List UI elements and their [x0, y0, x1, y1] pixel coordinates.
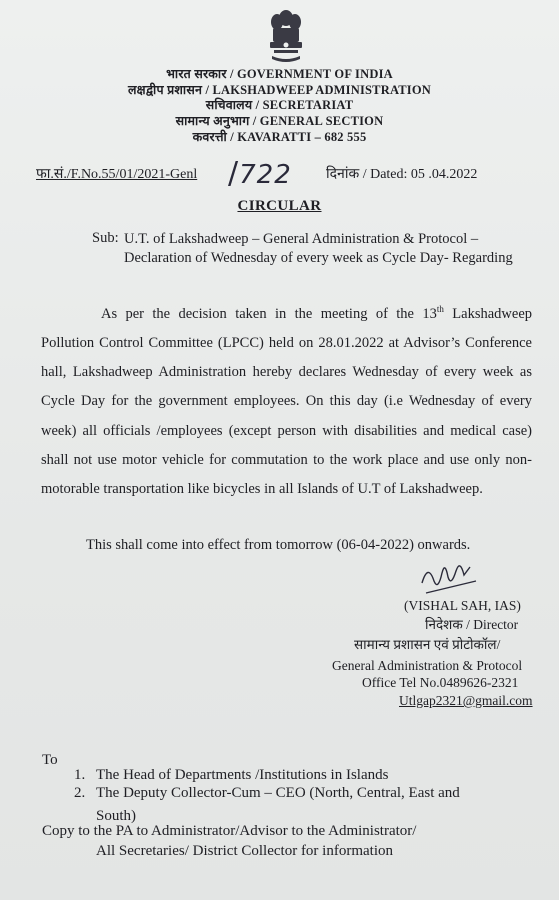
subject-label: Sub: [92, 230, 119, 246]
body-paragraph-1: As per the decision taken in the meeting of the 13th Lakshadweep Pollution Control Committee (LPCC) held on 28.01.2022 at Advisor’s Conference hall, Lakshadweep Administration hereby declares Wednesday of every week as Cycle Day for the government employees. On this day (i.e Wednesday of every week) all officials /employees (except person with disabilities and medical case) shall not use motor vehicle for commutation to the work place and use only non-motorable transportation like bicycles in all Islands of U.T of Lakshadweep. [41, 304, 533, 498]
file-number: फा.सं./F.No.55/01/2021-Genl [36, 167, 198, 182]
recipient-item: 1. The Head of Departments /Institutions in Islands [74, 767, 389, 783]
signatory-department: General Administration & Protocol [332, 658, 523, 673]
to-label: To [42, 752, 58, 768]
recipient-item-continuation: South) [96, 808, 137, 824]
signatory-department-hindi: सामान्य प्रशासन एवं प्रोटोकॉल/ [354, 637, 501, 652]
header-line-administration: लक्षद्वीप प्रशासन / LAKSHADWEEP ADMINISTRATION [128, 83, 431, 97]
subject-text: U.T. of Lakshadweep – General Administration & Protocol – Declaration of Wednesday of every week as Cycle Day- Regarding [124, 231, 513, 266]
header-line-section: सामान्य अनुभाग / GENERAL SECTION [175, 114, 384, 128]
date-value: 05 .04.2022 [410, 167, 478, 182]
signatory-name: (VISHAL SAH, IAS) [404, 598, 521, 613]
office-email-link[interactable]: Utlgap2321@gmail.com [399, 693, 533, 708]
body-paragraph-2: This shall come into effect from tomorrow (06-04-2022) onwards. [86, 537, 471, 553]
office-telephone: Office Tel No.0489626-2321 [362, 675, 519, 690]
header-line-secretariat: सचिवालय / SECRETARIAT [205, 98, 354, 112]
document-title: CIRCULAR [237, 198, 322, 214]
dated-line: दिनांक / Dated: 05 .04.2022 [326, 167, 478, 182]
handwritten-reference-number: /722 [228, 156, 292, 191]
copy-to-line-2: All Secretaries/ District Collector for information [96, 843, 393, 859]
recipient-item: 2. The Deputy Collector-Cum – CEO (North, Central, East and [74, 785, 460, 801]
copy-to-line-1: Copy to the PA to Administrator/Advisor to the Administrator/ [42, 823, 417, 839]
header-line-government: भारत सरकार / GOVERNMENT OF INDIA [166, 67, 393, 81]
header-line-address: कवरत्ती / KAVARATTI – 682 555 [192, 130, 367, 144]
signatory-designation: निदेशक / Director [425, 617, 519, 632]
handwritten-signature-icon [418, 553, 478, 597]
national-emblem-icon [266, 8, 306, 66]
